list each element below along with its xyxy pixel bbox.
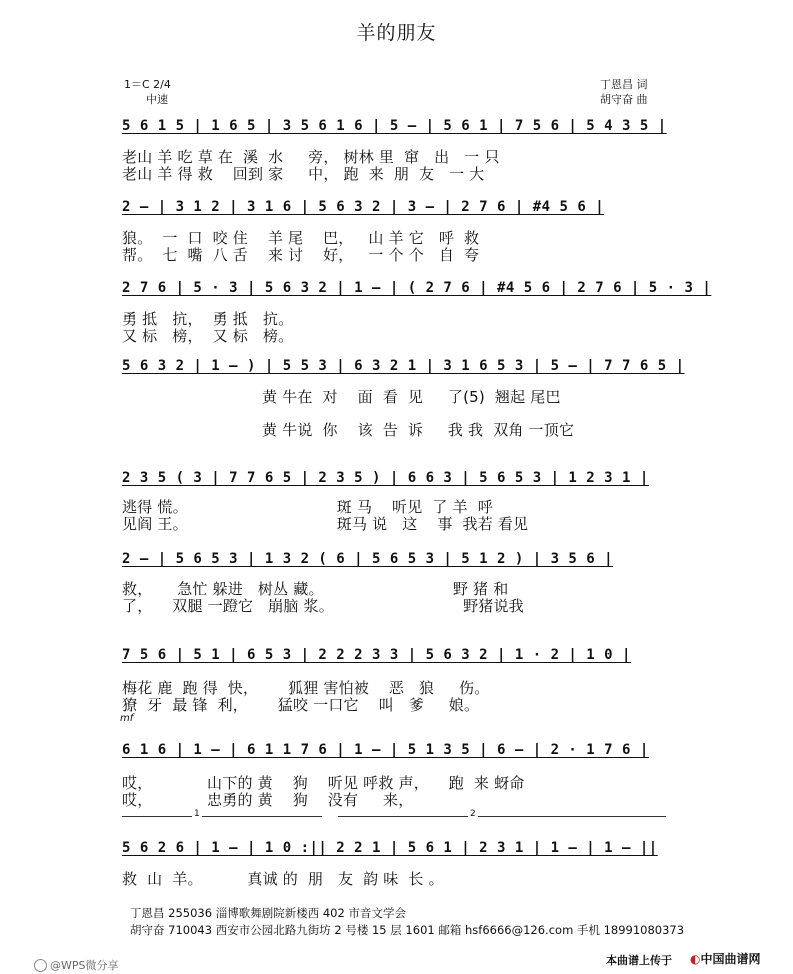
lyrics-verse-2: 了， 双腿 一蹬它 崩脑 浆。 野猪说我: [122, 597, 524, 615]
lyrics-verse-1: 老山 羊 吃 草 在 溪 水 旁， 树林 里 窜 出 一 只: [122, 148, 500, 166]
wps-icon: [34, 959, 47, 972]
lyrics-verse-1: 救 山 羊。 真诚 的 朋 友 韵 味 长 。: [122, 870, 444, 888]
notation-line: 2 7 6 | 5 · 3 | 5 6 3 2 | 1 — | ( 2 7 6 | #4 5 6 | 2 7 6 | 5 · 3 |: [122, 280, 712, 296]
lyrics-verse-2: 见阎 王。 斑马 说 这 事 我若 看见: [122, 515, 529, 533]
volta-second-ending: [338, 809, 666, 827]
logo-mark-icon: ◐: [690, 952, 701, 966]
lyrics-verse-1: 逃得 慌。 斑 马 听见 了 羊 呼: [122, 498, 493, 516]
lyrics-verse-2: 帮。 七 嘴 八 舌 来 讨 好， 一 个 个 自 夸: [122, 246, 480, 264]
notation-line: 5 6 2 6 | 1 — | 1 0 :|| 2 2 1 | 5 6 1 | 2 3 1 | 1 — | 1 — ||: [122, 840, 658, 856]
lyrics-verse-1: 勇 抵 抗， 勇 抵 抗。: [122, 310, 294, 328]
tempo-marking: 中速: [146, 93, 168, 106]
site-logo[interactable]: ◐中国曲谱网: [690, 952, 761, 966]
lyrics-verse-2: 老山 羊 得 救 回到 家 中， 跑 来 朋 友 一 大: [122, 165, 485, 183]
lyrics-verse-2: 又 标 榜， 又 标 榜。: [122, 327, 294, 345]
notation-line: 5 6 1 5 | 1 6 5 | 3 5 6 1 6 | 5 — | 5 6 1 | 7 5 6 | 5 4 3 5 |: [122, 118, 667, 134]
key-signature: 1＝C 2/4: [124, 78, 171, 91]
lyrics-verse-2: 獠 牙 最 锋 利， 猛咬 一口它 叫 爹 娘。: [122, 696, 480, 714]
notation-line: 2 3 5 ( 3 | 7 7 6 5 | 2 3 5 ) | 6 6 3 | 5 6 5 3 | 1 2 3 1 |: [122, 470, 649, 486]
dynamic-mark: mf: [120, 713, 134, 724]
upload-note: 本曲谱上传于: [606, 954, 672, 967]
volta-number: 2: [470, 809, 476, 819]
notation-line: 6 1 6 | 1 — | 6 1 1 7 6 | 1 — | 5 1 3 5 | 6 — | 2 · 1 7 6 |: [122, 742, 649, 758]
wps-watermark: @WPS微分享: [34, 957, 119, 973]
lyrics-verse-2: 黄 牛说 你 该 告 诉 我 我 双角 一顶它: [262, 421, 575, 439]
page-title: 羊的朋友: [356, 22, 437, 44]
notation-line: 2 — | 3 1 2 | 3 1 6 | 5 6 3 2 | 3 — | 2 7 6 | #4 5 6 |: [122, 199, 605, 215]
notation-line: 2 — | 5 6 5 3 | 1 3 2 ( 6 | 5 6 5 3 | 5 1 2 ) | 3 5 6 |: [122, 551, 614, 567]
lyrics-verse-1: 哎， 山下的 黄 狗 听见 呼救 声， 跑 来 蚜命: [122, 774, 525, 792]
lyrics-verse-2: 哎， 忠勇的 黄 狗 没有 来，: [122, 791, 414, 809]
lyrics-verse-1: 黄 牛在 对 面 看 见 了(5) 翘起 尾巴: [262, 388, 561, 406]
lyrics-verse-1: 梅花 鹿 跑 得 快， 狐狸 害怕被 恶 狼 伤。: [122, 679, 490, 697]
composer-contact: 胡守奋 710043 西安市公园北路九街坊 2 号楼 15 层 1601 邮箱 hsf6666@126.com 手机 18991080373: [130, 923, 685, 937]
lyrics-verse-1: 救， 急忙 躲进 树丛 藏。 野 猪 和: [122, 580, 509, 598]
lyrics-verse-1: 狼。 一 口 咬 住 羊 尾 巴， 山 羊 它 呼 救: [122, 229, 480, 247]
notation-line: 7 5 6 | 5 1 | 6 5 3 | 2 2 2 3 3 | 5 6 3 2 | 1 · 2 | 1 0 |: [122, 647, 631, 663]
lyricist-contact: 丁恩昌 255036 淄博歌舞剧院新楼西 402 市音文学会: [130, 906, 406, 920]
lyricist-credit: 丁恩昌 词: [600, 78, 648, 91]
volta-first-ending: [122, 809, 322, 827]
volta-number: 1: [194, 809, 200, 819]
footer-contact: [130, 905, 684, 939]
notation-line: 5 6 3 2 | 1 — ) | 5 5 3 | 6 3 2 1 | 3 1 6 5 3 | 5 — | 7 7 6 5 |: [122, 358, 685, 374]
composer-credit: 胡守奋 曲: [600, 93, 648, 106]
